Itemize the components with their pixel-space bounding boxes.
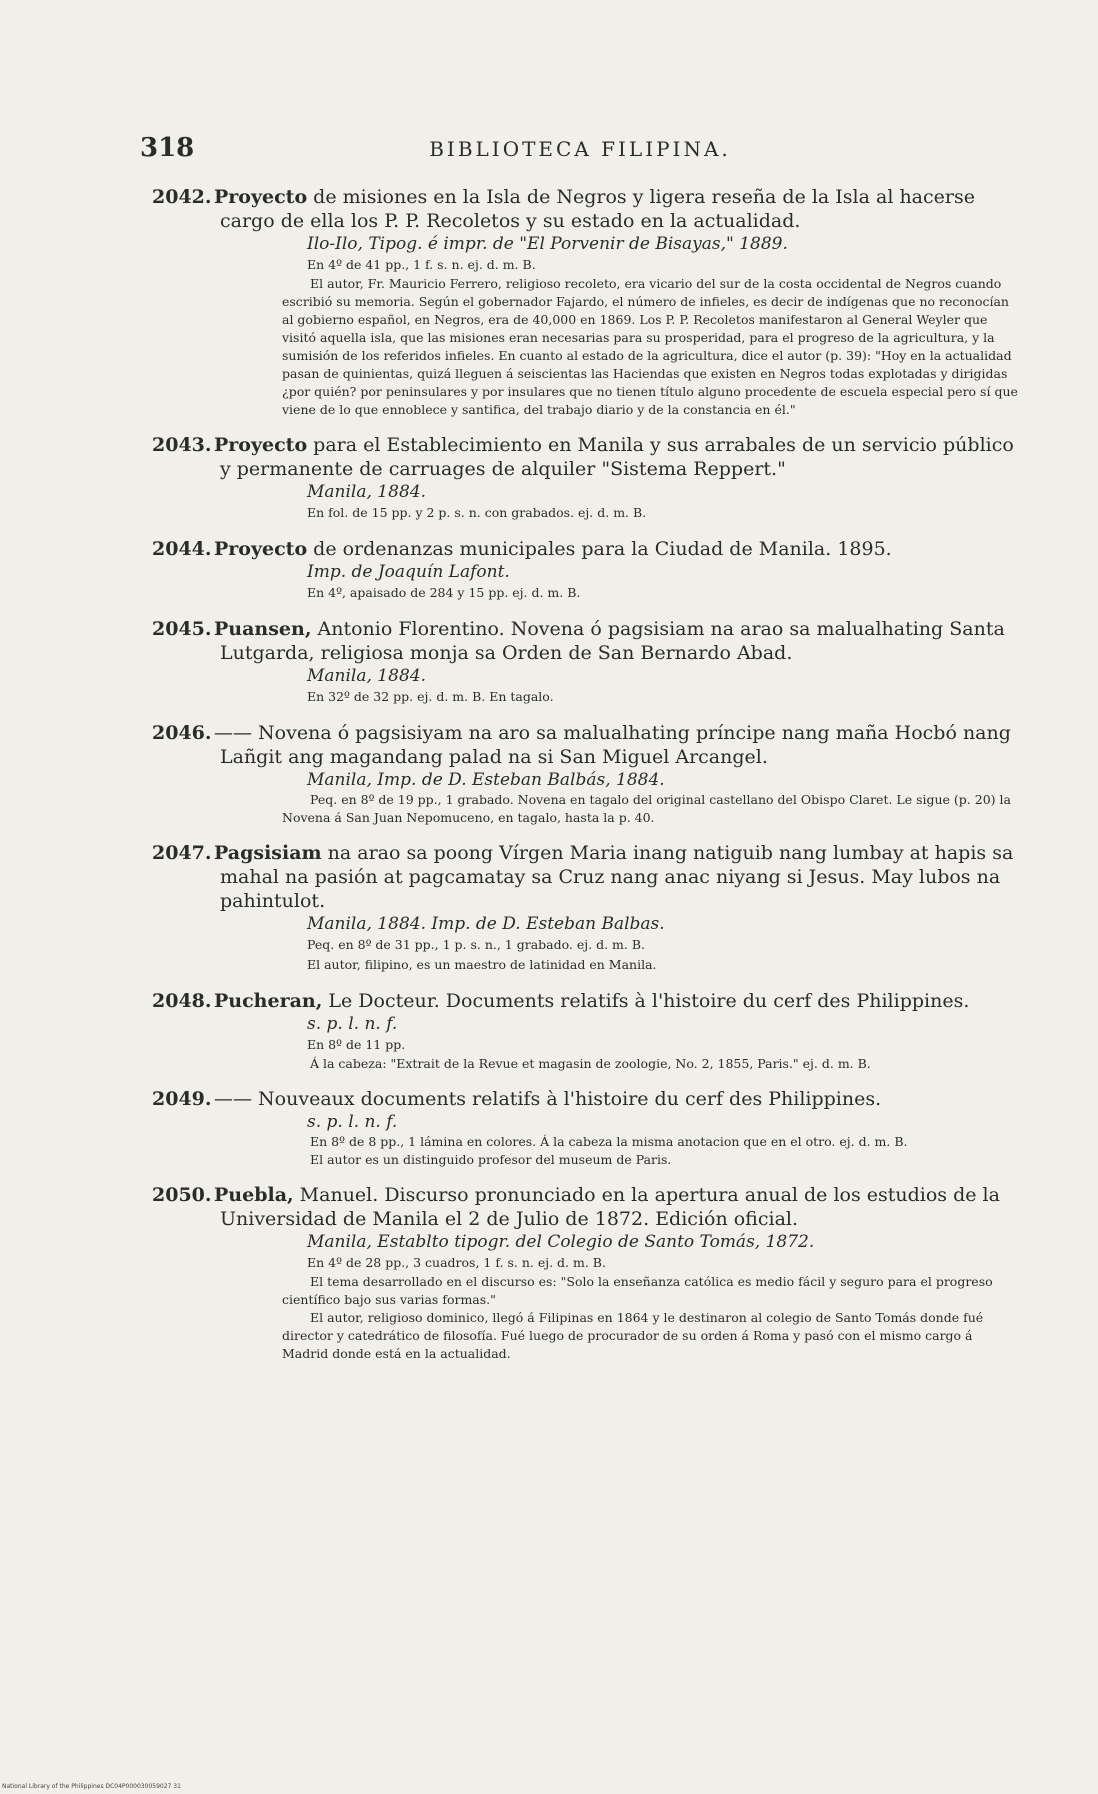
entry-note: El tema desarrollado en el discurso es: "Solo la enseñanza católica es medio fácil y seguro para el progreso científico bajo sus varias formas." (282, 1274, 993, 1307)
bibliography-entries (152, 185, 1018, 1377)
entry-heading (152, 989, 1018, 1013)
entry-heading (152, 841, 1018, 913)
entry-imprint: s. p. l. n. f. (307, 1112, 398, 1132)
entry-heading (152, 1183, 1018, 1231)
entry-heading (152, 185, 1018, 233)
entry-number: 2048. (152, 990, 212, 1012)
entry-2049 (152, 1087, 1018, 1169)
entry-imprint: Ilo-Ilo, Tipog. é impr. de "El Porvenir de Bisayas," 1889. (307, 234, 788, 254)
entry-note: El autor, filipino, es un maestro de latinidad en Manila. (307, 957, 657, 972)
entry-heading (152, 537, 1018, 561)
entry-heading (152, 721, 1018, 769)
entry-2048 (152, 989, 1018, 1073)
entry-title: Antonio Florentino. Novena ó pagsisiam na arao sa malualhating Santa Lutgarda, religiosa monja sa Orden de San Bernardo Abad. (220, 618, 1005, 664)
entry-2044 (152, 537, 1018, 603)
entry-note: El autor es un distinguido profesor del museum de Paris. (310, 1152, 672, 1167)
entry-2050 (152, 1183, 1018, 1363)
entry-imprint: Manila, 1884. (307, 482, 426, 502)
entry-heading (152, 617, 1018, 665)
entry-number: 2050. (152, 1184, 212, 1206)
entry-author: Proyecto (214, 186, 308, 208)
entry-number: 2045. (152, 618, 212, 640)
entry-physical-description: En 8º de 11 pp. (307, 1037, 406, 1052)
entry-number: 2042. (152, 186, 212, 208)
entry-title: Manuel. Discurso pronunciado en la apertura anual de los estudios de la Universidad de Manila el 2 de Julio de 1872. Edición oficial. (220, 1184, 1000, 1230)
entry-2043 (152, 433, 1018, 523)
entry-number: 2043. (152, 434, 212, 456)
entry-physical-description: En 4º de 41 pp., 1 f. s. n. ej. d. m. B. (307, 257, 536, 272)
entry-imprint: Manila, 1884. Imp. de D. Esteban Balbas. (307, 914, 665, 934)
entry-number: 2049. (152, 1088, 212, 1110)
entry-imprint: Manila, Imp. de D. Esteban Balbás, 1884. (307, 770, 665, 790)
entry-title: Nouveaux documents relatifs à l'histoire du cerf des Philippines. (258, 1088, 882, 1110)
entry-note: El autor, Fr. Mauricio Ferrero, religioso recoleto, era vicario del sur de la costa occidental de Negros cuando escribió su memoria. Según el gobernador Fajardo, el número de infieles, es decir de indígenas que no reconocían al gobierno español, en Negros, era de 40,000 en 1869. Los P. P. Recoletos manifestaron al General Weyler que visitó aquella isla, que las misiones eran necesarias para su prosperidad, para el progreso de la agricultura, y la sumisión de los referidos infieles. En cuanto al estado de la agricultura, dice el autor (p. 39): "Hoy en la actualidad pasan de quinientas, quizá lleguen á seiscientas las Haciendas que existen en Negros todas explotadas y dirigidas ¿por quién? por peninsulares y por insulares que no tienen título alguno procedente de escuela especial pero sí que viene de lo que ennoblece y santifica, del trabajo diario y de la constancia en él." (282, 276, 1018, 417)
entry-imprint: s. p. l. n. f. (307, 1014, 398, 1034)
entry-number: 2044. (152, 538, 212, 560)
entry-heading (152, 1087, 1018, 1111)
entry-author: Proyecto (214, 538, 308, 560)
entry-imprint: Manila, 1884. (307, 666, 426, 686)
entry-number: 2047. (152, 842, 212, 864)
entry-imprint: Manila, Establto tipogr. del Colegio de Santo Tomás, 1872. (307, 1232, 815, 1252)
entry-author: Pagsisiam (214, 842, 322, 864)
entry-title: para el Establecimiento en Manila y sus arrabales de un servicio público y permanente de carruages de alquiler "Sistema Reppert." (220, 434, 1014, 480)
entry-imprint: Imp. de Joaquín Lafont. (307, 562, 510, 582)
entry-title: na arao sa poong Vírgen Maria inang natiguib nang lumbay at hapis sa mahal na pasión at pagcamatay sa Cruz nang anac niyang si Jesus. May lubos na pahintulot. (220, 842, 1014, 912)
entry-note: El autor, religioso dominico, llegó á Filipinas en 1864 y le destinaron al colegio de Santo Tomás donde fué director y catedrático de filosofía. Fué luego de procurador de su orden á Roma y pasó con el mismo cargo á Madrid donde está en la actualidad. (282, 1310, 984, 1361)
entry-heading (152, 433, 1018, 481)
entry-2045 (152, 617, 1018, 707)
running-title: BIBLIOTECA FILIPINA. (429, 137, 731, 161)
entry-2042 (152, 185, 1018, 419)
entry-author: Puansen, (214, 618, 312, 640)
entry-physical-description: En 4º, apaisado de 284 y 15 pp. ej. d. m. B. (307, 585, 581, 600)
entry-physical-description: En 32º de 32 pp. ej. d. m. B. En tagalo. (307, 689, 554, 704)
entry-note: Peq. en 8º de 19 pp., 1 grabado. Novena en tagalo del original castellano del Obispo Claret. Le sigue (p. 20) la Novena á San Juan Nepomuceno, en tagalo, hasta la p. 40. (282, 792, 1011, 825)
entry-2046 (152, 721, 1018, 827)
entry-title: de ordenanzas municipales para la Ciudad de Manila. 1895. (313, 538, 892, 560)
entry-title: Le Docteur. Documents relatifs à l'histoire du cerf des Philippines. (328, 990, 970, 1012)
entry-note: Á la cabeza: "Extrait de la Revue et magasin de zoologie, No. 2, 1855, Paris." ej. d. m. B. (310, 1056, 871, 1071)
entry-note: En 8º de 8 pp., 1 lámina en colores. Á la cabeza la misma anotacion que en el otro. ej. d. m. B. (310, 1134, 908, 1149)
entry-author: Pucheran, (214, 990, 323, 1012)
entry-number: 2046. (152, 722, 212, 744)
entry-title: de misiones en la Isla de Negros y ligera reseña de la Isla al hacerse cargo de ella los P. P. Recoletos y su estado en la actualidad. (220, 186, 975, 232)
scan-footer: National Library of the Philippines DC04P000030059027 31 (2, 1783, 181, 1790)
entry-title: Novena ó pagsisiyam na aro sa malualhating príncipe nang maña Hocbó nang Lañgit ang magandang palad na si San Miguel Arcangel. (220, 722, 1011, 768)
entry-physical-description: Peq. en 8º de 31 pp., 1 p. s. n., 1 grabado. ej. d. m. B. (307, 937, 645, 952)
entry-author: Proyecto (214, 434, 308, 456)
entry-author-ditto: —— (214, 1088, 252, 1110)
entry-physical-description: En 4º de 28 pp., 3 cuadros, 1 f. s. n. ej. d. m. B. (307, 1255, 606, 1270)
entry-physical-description: En fol. de 15 pp. y 2 p. s. n. con grabados. ej. d. m. B. (307, 505, 647, 520)
entry-2047 (152, 841, 1018, 975)
entry-author: Puebla, (214, 1184, 294, 1206)
page-header (140, 133, 1020, 173)
page-number: 318 (140, 133, 195, 163)
entry-author-ditto: —— (214, 722, 252, 744)
